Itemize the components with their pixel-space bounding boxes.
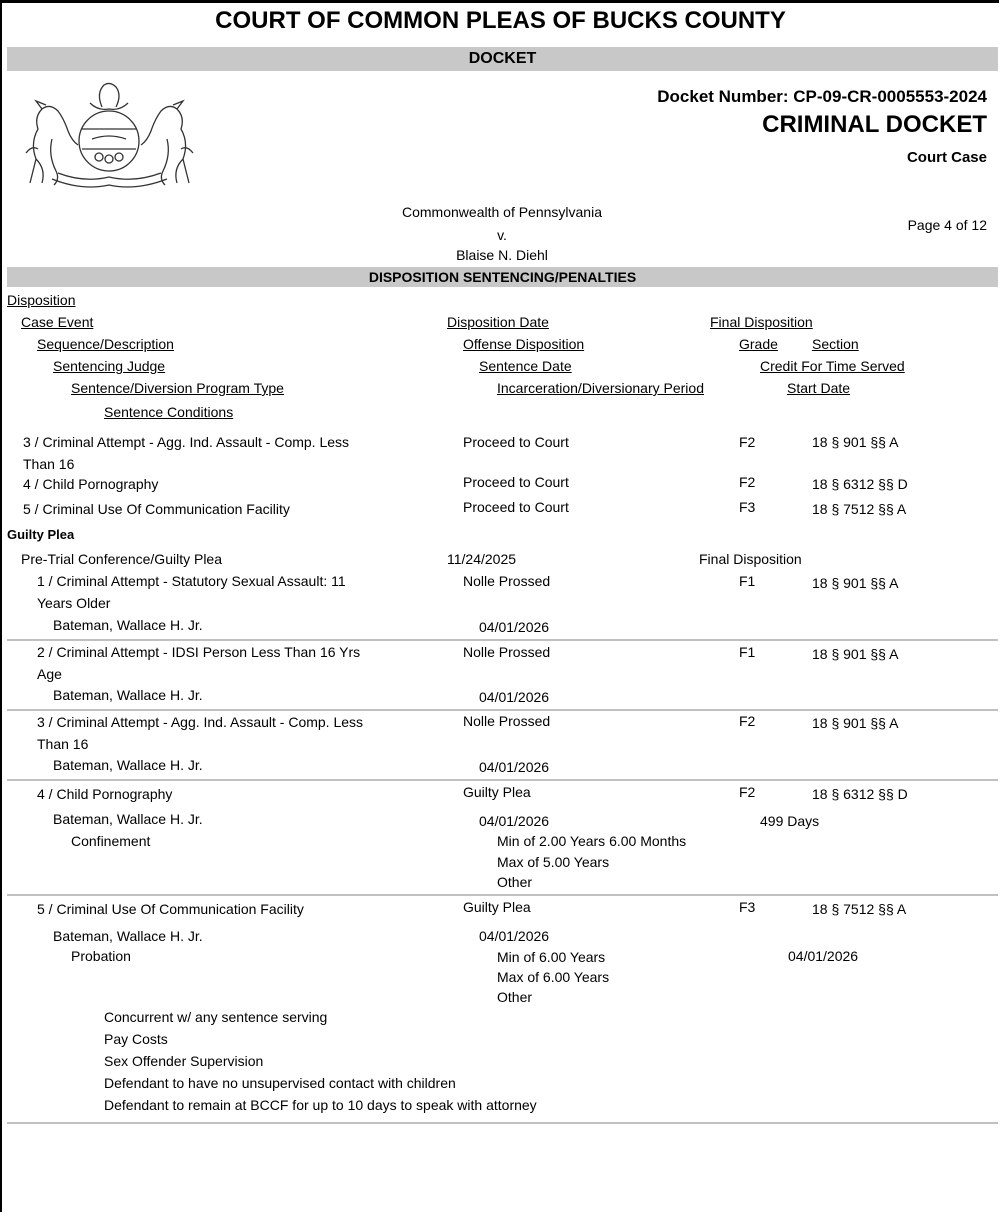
docket-type: CRIMINAL DOCKET: [762, 111, 987, 138]
defendant: Blaise N. Diehl: [456, 247, 548, 263]
section-bar: DISPOSITION SENTENCING/PENALTIES: [7, 267, 998, 287]
gp-charge-4-grade: F2: [739, 784, 756, 800]
col-sentence-conditions: Sentence Conditions: [104, 404, 234, 420]
col-disposition-date: Disposition Date: [447, 314, 549, 330]
col-final-disposition: Final Disposition: [710, 314, 813, 330]
guilty-plea-final: Final Disposition: [699, 551, 802, 567]
guilty-plea-event: Pre-Trial Conference/Guilty Plea: [21, 551, 223, 567]
pennsylvania-seal-icon: [12, 79, 207, 197]
gp-charge-1-grade: F1: [739, 573, 756, 589]
gp-charge-1-judge: Bateman, Wallace H. Jr.: [53, 617, 203, 633]
gp-charge-1-desc-line1: 1 / Criminal Attempt - Statutory Sexual Assault: 11: [37, 573, 346, 589]
gp-charge-3-section: 18 § 901 §§ A: [812, 715, 899, 731]
charge-5-disposition: Proceed to Court: [463, 499, 569, 515]
gp-charge-3-desc-line1: 3 / Criminal Attempt - Agg. Ind. Assault - Comp. Less: [37, 714, 364, 730]
gp-charge-4-min: Min of 2.00 Years 6.00 Months: [497, 833, 687, 849]
gp-charge-5-grade: F3: [739, 899, 756, 915]
gp-charge-3-judge: Bateman, Wallace H. Jr.: [53, 757, 203, 773]
gp-charge-2-desc-line1: 2 / Criminal Attempt - IDSI Person Less Than 16 Yrs: [37, 644, 361, 660]
row-separator: [7, 639, 998, 641]
gp-charge-4-section: 18 § 6312 §§ D: [812, 786, 908, 802]
gp-charge-2-desc-line2: Age: [37, 666, 62, 682]
gp-charge-1-sentence-date: 04/01/2026: [479, 619, 550, 635]
row-separator: [7, 1122, 998, 1124]
gp-charge-5-sentence-date: 04/01/2026: [479, 928, 550, 944]
charge-5-grade: F3: [739, 499, 756, 515]
col-offense-disposition: Offense Disposition: [463, 336, 585, 352]
gp-charge-3-disposition: Nolle Prossed: [463, 713, 551, 729]
col-case-event: Case Event: [21, 314, 94, 330]
gp-charge-3-desc-line2: Than 16: [37, 736, 89, 752]
col-credit-time-served: Credit For Time Served: [760, 358, 905, 374]
gp-charge-5-section: 18 § 7512 §§ A: [812, 901, 907, 917]
row-separator: [7, 894, 998, 896]
plaintiff: Commonwealth of Pennsylvania: [402, 204, 602, 220]
gp-charge-4-other: Other: [497, 874, 533, 890]
guilty-plea-date: 11/24/2025: [447, 551, 517, 567]
condition-1: Concurrent w/ any sentence serving: [104, 1009, 328, 1025]
docket-number: Docket Number: CP-09-CR-0005553-2024: [657, 87, 987, 106]
gp-charge-5-desc: 5 / Criminal Use Of Communication Facility: [37, 901, 304, 917]
charge-4-disposition: Proceed to Court: [463, 474, 569, 490]
gp-charge-5-judge: Bateman, Wallace H. Jr.: [53, 928, 203, 944]
charge-3-grade: F2: [739, 434, 756, 450]
charge-4-section: 18 § 6312 §§ D: [812, 476, 908, 492]
condition-5: Defendant to remain at BCCF for up to 10 days to speak with attorney: [104, 1097, 537, 1113]
page-number: Page 4 of 12: [907, 217, 987, 233]
charge-3-disposition: Proceed to Court: [463, 434, 569, 450]
gp-charge-4-max: Max of 5.00 Years: [497, 854, 610, 870]
row-separator: [7, 709, 998, 711]
charge-3-section: 18 § 901 §§ A: [812, 434, 899, 450]
gp-charge-5-sentence-type: Probation: [71, 948, 131, 964]
docket-bar: DOCKET: [7, 47, 998, 71]
col-sentence-date: Sentence Date: [479, 358, 572, 374]
gp-charge-1-disposition: Nolle Prossed: [463, 573, 551, 589]
col-disposition: Disposition: [7, 292, 76, 308]
condition-3: Sex Offender Supervision: [104, 1053, 264, 1069]
row-separator: [7, 779, 998, 781]
charge-4-desc: 4 / Child Pornography: [23, 476, 159, 492]
col-grade: Grade: [739, 336, 778, 352]
charge-3-desc-line2: Than 16: [23, 456, 75, 472]
gp-charge-3-grade: F2: [739, 713, 756, 729]
col-sequence-description: Sequence/Description: [37, 336, 174, 352]
condition-2: Pay Costs: [104, 1031, 168, 1047]
charge-4-grade: F2: [739, 474, 756, 490]
versus: v.: [497, 227, 507, 243]
gp-charge-4-sentence-date: 04/01/2026: [479, 813, 550, 829]
gp-charge-1-desc-line2: Years Older: [37, 595, 111, 611]
col-sentence-program-type: Sentence/Diversion Program Type: [71, 380, 284, 396]
charge-5-desc: 5 / Criminal Use Of Communication Facility: [23, 501, 290, 517]
gp-charge-4-desc: 4 / Child Pornography: [37, 786, 173, 802]
gp-charge-2-disposition: Nolle Prossed: [463, 644, 551, 660]
gp-charge-2-judge: Bateman, Wallace H. Jr.: [53, 687, 203, 703]
charge-5-section: 18 § 7512 §§ A: [812, 501, 907, 517]
case-type: Court Case: [906, 149, 987, 166]
gp-charge-5-start-date: 04/01/2026: [788, 948, 859, 964]
condition-4: Defendant to have no unsupervised contact with children: [104, 1075, 456, 1091]
gp-charge-5-other: Other: [497, 989, 533, 1005]
gp-charge-5-min: Min of 6.00 Years: [497, 949, 606, 965]
gp-charge-3-sentence-date: 04/01/2026: [479, 759, 550, 775]
col-section: Section: [812, 336, 859, 352]
gp-charge-4-judge: Bateman, Wallace H. Jr.: [53, 811, 203, 827]
col-sentencing-judge: Sentencing Judge: [53, 358, 166, 374]
gp-charge-2-grade: F1: [739, 644, 756, 660]
gp-charge-2-section: 18 § 901 §§ A: [812, 646, 899, 662]
gp-charge-5-max: Max of 6.00 Years: [497, 969, 610, 985]
gp-charge-4-disposition: Guilty Plea: [463, 784, 531, 800]
charge-3-desc-line1: 3 / Criminal Attempt - Agg. Ind. Assault - Comp. Less: [23, 434, 350, 450]
gp-charge-2-sentence-date: 04/01/2026: [479, 689, 550, 705]
court-title: COURT OF COMMON PLEAS OF BUCKS COUNTY: [215, 7, 786, 34]
gp-charge-4-sentence-type: Confinement: [71, 833, 151, 849]
gp-charge-4-credit: 499 Days: [760, 813, 820, 829]
gp-charge-1-section: 18 § 901 §§ A: [812, 575, 899, 591]
col-incarceration-period: Incarceration/Diversionary Period: [497, 380, 704, 396]
guilty-plea-heading: Guilty Plea: [7, 527, 75, 542]
col-start-date: Start Date: [787, 380, 851, 396]
gp-charge-5-disposition: Guilty Plea: [463, 899, 531, 915]
